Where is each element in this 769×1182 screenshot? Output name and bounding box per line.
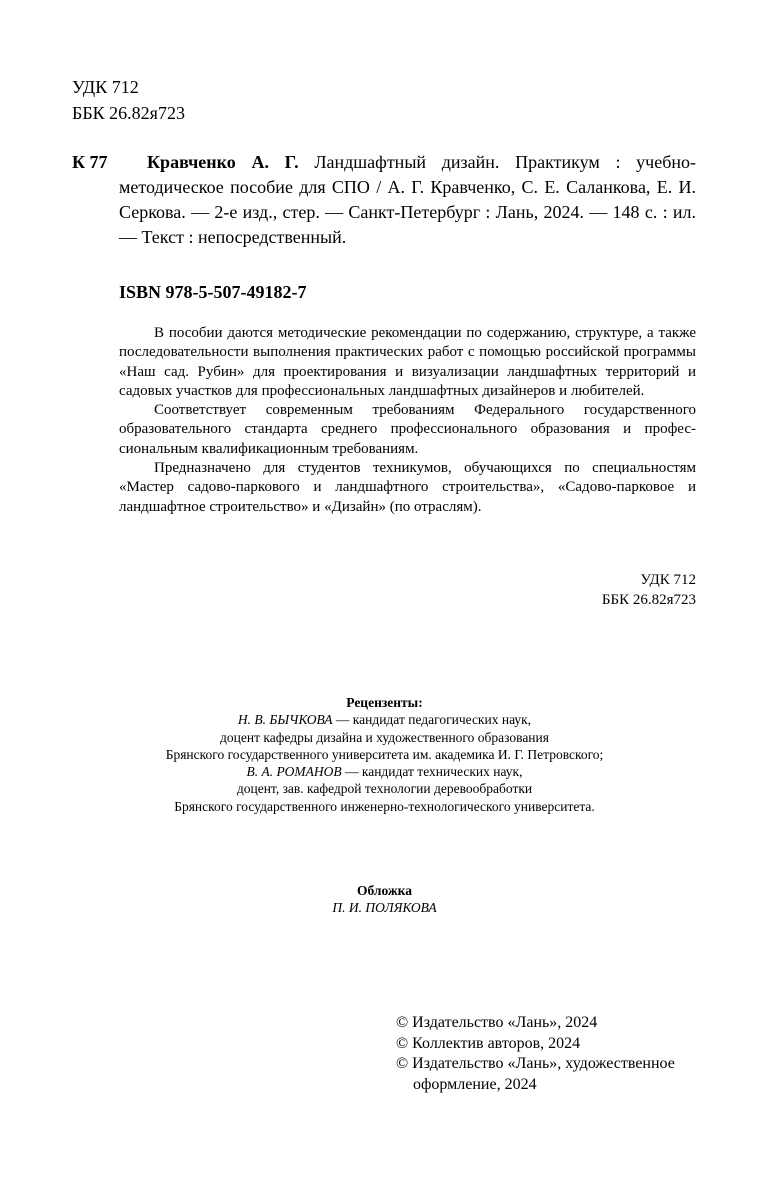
reviewers-heading: Рецензенты: xyxy=(346,695,423,710)
reviewer-1-name: Н. В. БЫЧКОВА xyxy=(237,712,333,728)
annotation-paragraph: В пособии даются методические рекомендации по содержанию, структуре, а также последовательности выполнения практических работ с помощью российской программы «Наш сад. Рубин» для проектирования и визуализации ландшафтных территорий и садовых участков для профессиональных ландшафтных дизайнеров и любителей. xyxy=(119,325,696,399)
annotation-bbk: ББК 26.82я723 xyxy=(601,592,696,608)
annotation-udk: УДК 712 xyxy=(640,572,696,588)
copyright-line: © Издательство «Лань», 2024 xyxy=(396,1014,598,1031)
reviewers-block xyxy=(0,694,769,815)
bibliographic-description xyxy=(119,150,696,250)
author-mark: К 77 xyxy=(72,152,108,172)
reviewer-1-affiliation: Брянского государственного университета им. академика И. Г. Петровского; xyxy=(165,746,604,762)
udk-code: УДК 712 xyxy=(72,77,139,97)
annotation-paragraph: Предназначено для студентов техникумов, обучающихся по специальностям «Мастер садово-паркового и ландшафтного строительства», «Садово-парковое и ландшафтное строительство» и «Дизайн» (по отраслям). xyxy=(119,460,696,515)
reviewer-2-name: В. А. РОМАНОВ xyxy=(246,764,342,780)
cover-designer: П. И. ПОЛЯКОВА xyxy=(332,900,437,916)
copyright-line: оформление, 2024 xyxy=(413,1075,537,1093)
copyright-block xyxy=(396,1013,675,1095)
reviewer-1-degree: — кандидат педагогических наук, xyxy=(332,712,532,728)
cover-credit xyxy=(0,882,769,917)
isbn: ISBN 978-5-507-49182-7 xyxy=(119,282,307,302)
bbk-code: ББК 26.82я723 xyxy=(72,103,185,123)
reviewer-2 xyxy=(0,763,769,780)
annotation-paragraph: Соответствует современным требованиям Федерального государственного образовательного стандарта среднего профессионального образования и профессиональным квалификационным требованиям. xyxy=(119,402,696,457)
bibliographic-text: Ландшафтный дизайн. Практикум : учебно-методическое пособие для СПО / А. Г. Кравченко, С. Е. Саланкова, Е. И. Серкова. — 2-е изд., стер. — Санкт-Петербург : Лань, 2024. — 148 с. : ил. — Текст : непосредственный. xyxy=(119,152,697,247)
bibliographic-entry xyxy=(72,150,696,250)
cover-heading: Обложка xyxy=(356,883,412,898)
reviewer-1 xyxy=(0,711,769,728)
annotation-codes xyxy=(602,570,696,610)
copyright-line: © Издательство «Лань», художественное xyxy=(396,1055,675,1072)
annotation xyxy=(119,324,696,517)
reviewer-1-position: доцент кафедры дизайна и художественного образования xyxy=(220,729,549,745)
reviewer-2-position: доцент, зав. кафедрой технологии деревообработки xyxy=(236,781,533,797)
copyright-line: © Коллектив авторов, 2024 xyxy=(396,1034,581,1052)
classification-codes xyxy=(72,74,185,126)
author-name: Кравченко А. Г. xyxy=(147,152,299,172)
reviewer-2-degree: — кандидат технических наук, xyxy=(341,764,523,780)
reviewer-2-affiliation: Брянского государственного инженерно-технологического университета. xyxy=(174,798,595,814)
